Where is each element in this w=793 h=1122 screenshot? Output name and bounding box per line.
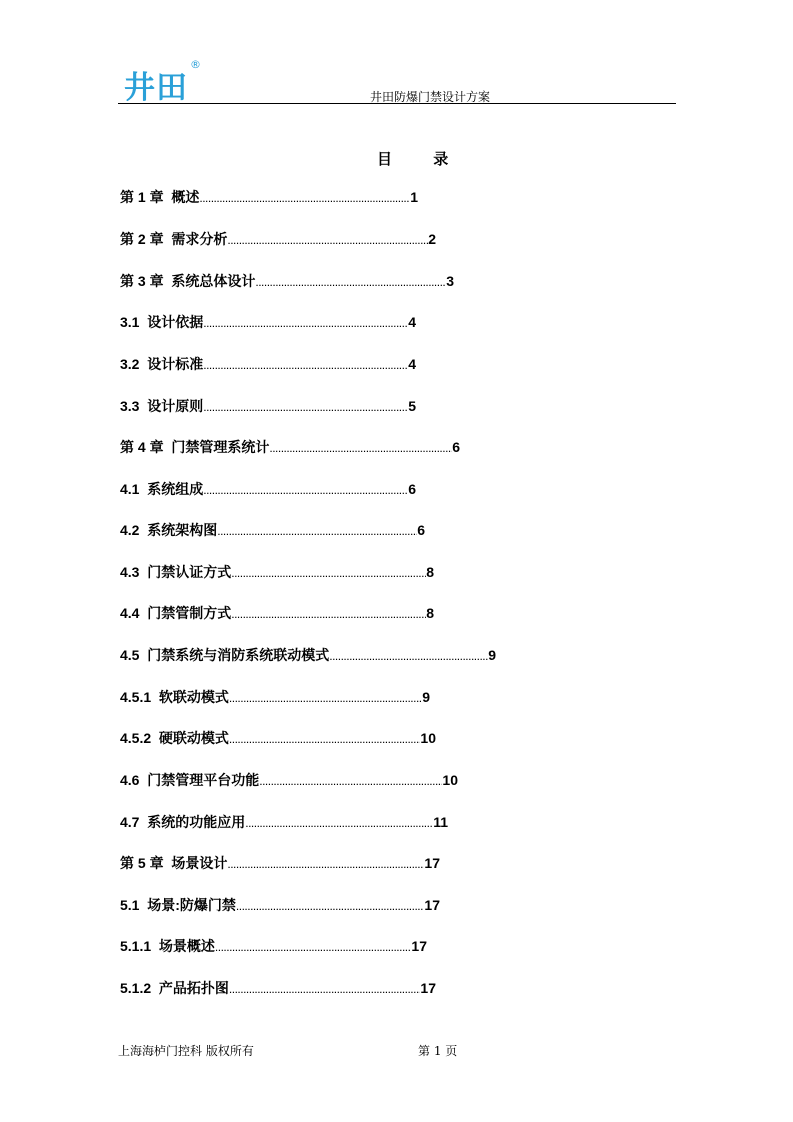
toc-entry[interactable]	[120, 978, 436, 998]
toc-entry-label: 设计原则	[147, 398, 204, 414]
toc-leader	[203, 355, 408, 375]
toc-entry-number: 3.1	[120, 314, 140, 330]
toc-entry-page: 6	[452, 439, 460, 455]
toc-entry-number: 5.1.1	[120, 938, 152, 954]
toc-entry-page: 17	[424, 897, 440, 913]
toc-entry[interactable]	[120, 936, 427, 956]
toc-leader	[229, 688, 422, 708]
toc-entry-page: 6	[408, 481, 416, 497]
toc-leader	[236, 896, 425, 916]
document-header-title: 井田防爆门禁设计方案	[370, 90, 491, 104]
toc-entry-number: 4.7	[120, 814, 140, 830]
toc-entry[interactable]	[120, 687, 430, 707]
toc-entry-label: 软联动模式	[158, 689, 229, 705]
toc-entry[interactable]	[120, 812, 448, 832]
toc-entry-page: 3	[446, 273, 454, 289]
toc-leader	[269, 438, 452, 458]
toc-entry-label: 产品拓扑图	[158, 980, 229, 996]
toc-leader	[215, 937, 412, 957]
toc-entry[interactable]	[120, 437, 460, 457]
toc-entry-label: 系统架构图	[147, 522, 218, 538]
toc-title: 目 录	[377, 150, 467, 168]
toc-entry-number: 4.6	[120, 772, 140, 788]
toc-entry-label: 概述	[171, 189, 200, 205]
toc-entry-page: 8	[426, 564, 434, 580]
toc-entry-label: 设计依据	[147, 314, 204, 330]
toc-leader	[203, 313, 408, 333]
toc-entry-page: 4	[408, 314, 416, 330]
toc-entry-label: 场景概述	[158, 938, 215, 954]
toc-entry-page: 8	[426, 605, 434, 621]
toc-entry-number: 第 3 章	[120, 273, 164, 289]
toc-entry-page: 1	[410, 189, 418, 205]
toc-entry-label: 门禁管理系统计	[171, 439, 270, 455]
toc-entry-label: 场景设计	[171, 855, 228, 871]
toc-leader	[203, 397, 408, 417]
toc-entry[interactable]	[120, 562, 434, 582]
toc-entry-number: 第 1 章	[120, 189, 164, 205]
toc-leader	[229, 979, 421, 999]
toc-entry[interactable]	[120, 645, 496, 665]
toc-entry-label: 门禁认证方式	[147, 564, 232, 580]
toc-entry[interactable]	[120, 853, 440, 873]
toc-leader	[259, 771, 442, 791]
toc-entry-number: 4.5.2	[120, 730, 152, 746]
toc-leader	[231, 604, 426, 624]
toc-entry-number: 4.5.1	[120, 689, 152, 705]
toc-entry-page: 4	[408, 356, 416, 372]
toc-entry-number: 4.5	[120, 647, 140, 663]
toc-entry-label: 系统总体设计	[171, 273, 256, 289]
toc-entry-number: 5.1	[120, 897, 140, 913]
toc-entry-label: 设计标准	[147, 356, 204, 372]
toc-entry-label: 需求分析	[171, 231, 228, 247]
toc-entry-label: 系统组成	[147, 481, 204, 497]
toc-entry-number: 4.4	[120, 605, 140, 621]
toc-leader	[255, 272, 446, 292]
toc-leader	[245, 813, 433, 833]
toc-entry[interactable]	[120, 520, 425, 540]
toc-entry-page: 6	[417, 522, 425, 538]
toc-entry-number: 第 2 章	[120, 231, 164, 247]
toc-entry-label: 系统的功能应用	[147, 814, 246, 830]
toc-leader	[199, 188, 410, 208]
toc-leader	[227, 230, 428, 250]
toc-entry-label: 门禁系统与消防系统联动模式	[147, 647, 330, 663]
toc-entry-number: 4.2	[120, 522, 140, 538]
toc-entry-label: 场景:防爆门禁	[147, 897, 236, 913]
toc-entry-page: 10	[420, 730, 436, 746]
header-divider	[118, 103, 676, 104]
toc-leader	[329, 646, 488, 666]
toc-entry[interactable]	[120, 603, 434, 623]
toc-entry-page: 2	[428, 231, 436, 247]
toc-entry-label: 硬联动模式	[158, 730, 229, 746]
registered-mark-icon: ®	[190, 58, 201, 71]
toc-entry[interactable]	[120, 187, 418, 207]
toc-entry[interactable]	[120, 396, 416, 416]
toc-leader	[229, 729, 421, 749]
toc-entry-number: 第 5 章	[120, 855, 164, 871]
toc-entry[interactable]	[120, 271, 454, 291]
toc-entry[interactable]	[120, 312, 416, 332]
toc-entry[interactable]	[120, 354, 416, 374]
toc-entry-label: 门禁管制方式	[147, 605, 232, 621]
toc-entry-number: 3.2	[120, 356, 140, 372]
toc-entry-number: 4.3	[120, 564, 140, 580]
toc-entry-label: 门禁管理平台功能	[147, 772, 260, 788]
toc-entry-page: 9	[422, 689, 430, 705]
toc-entry[interactable]	[120, 728, 436, 748]
toc-entry-page: 10	[442, 772, 458, 788]
toc-entry-page: 5	[408, 398, 416, 414]
toc-leader	[231, 563, 426, 583]
toc-leader	[217, 521, 417, 541]
toc-entry-number: 第 4 章	[120, 439, 164, 455]
toc-entry[interactable]	[120, 770, 458, 790]
toc-entry-page: 17	[424, 855, 440, 871]
toc-entry-number: 5.1.2	[120, 980, 152, 996]
toc-entry-number: 3.3	[120, 398, 140, 414]
toc-entry-page: 11	[433, 814, 448, 830]
toc-entry-page: 9	[488, 647, 496, 663]
toc-entry-page: 17	[411, 938, 427, 954]
toc-entry-page: 17	[420, 980, 436, 996]
toc-entry-number: 4.1	[120, 481, 140, 497]
toc-leader	[203, 480, 408, 500]
toc-entry[interactable]	[120, 895, 440, 915]
toc-leader	[227, 854, 424, 874]
footer-copyright: 上海海栌门控科 版权所有	[118, 1044, 254, 1058]
logo-text: 井田	[124, 70, 188, 106]
toc-entry[interactable]	[120, 479, 416, 499]
toc-entry[interactable]	[120, 229, 436, 249]
footer-page-number: 第 1 页	[418, 1044, 458, 1058]
